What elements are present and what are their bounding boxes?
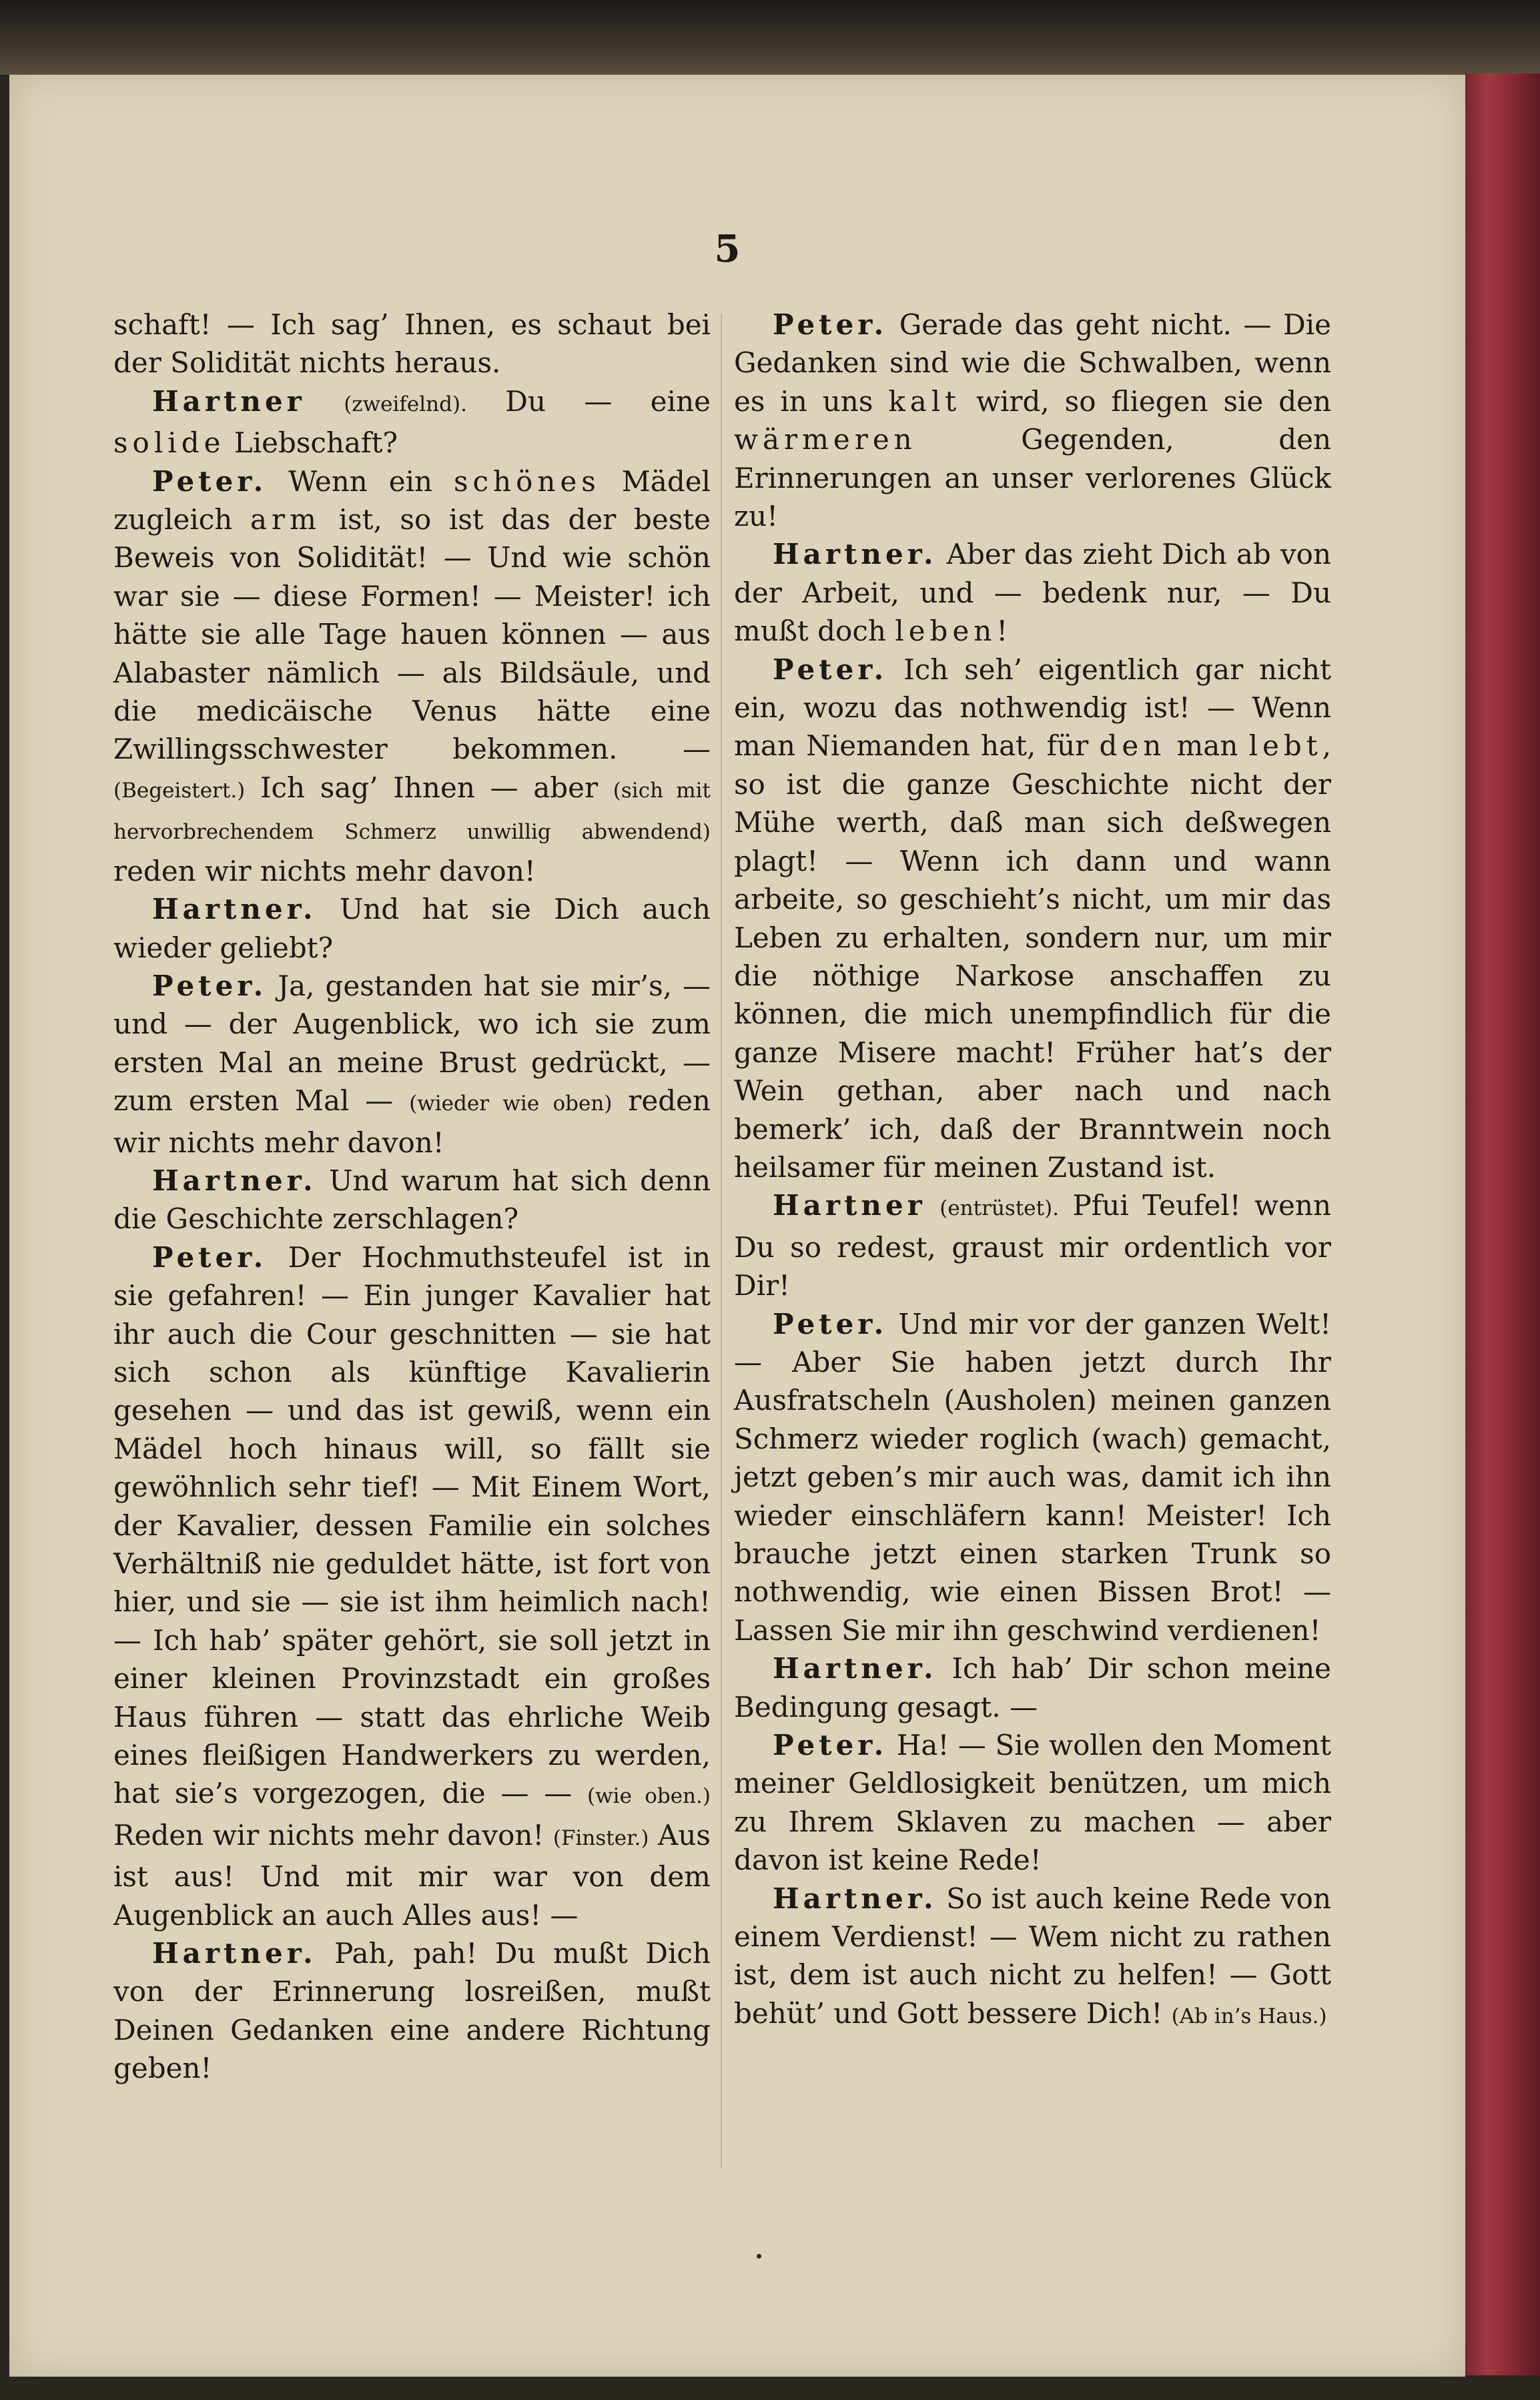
speaker-name: Peter. [773, 308, 888, 341]
dialogue-text: Aber das zieht Dich ab von der Arbeit, und — bedenk nur, — Du mußt doch [734, 538, 1331, 648]
paragraph [734, 1186, 1331, 1304]
paragraph [113, 1238, 711, 1934]
emphasized-text: arm [250, 503, 321, 536]
stage-direction: (entrüstet). [939, 1196, 1060, 1221]
speaker-name: Hartner. [152, 1164, 317, 1197]
paragraph [113, 306, 711, 382]
paragraph [113, 382, 711, 462]
dialogue-text: Pah, pah! Du mußt Dich von der Erinnerung losreißen, mußt Deinen Gedanken eine andere Richtung geben! [113, 1937, 711, 2085]
paragraph-text: schaft! — Ich sag’ Ihnen, es schaut bei der Solidität nichts heraus. [113, 308, 711, 380]
dialogue-text: Du — eine [466, 384, 711, 418]
paragraph [113, 890, 711, 967]
dialogue-text: Und mir vor der ganzen Welt! — Aber Sie haben jetzt durch Ihr Ausfratscheln (Ausholen) meinen ganzen Schmerz wieder roglich (wach) gemacht, jetzt geben’s mir auch was, damit ich ihn wieder einschläfern kann! Meister! Ich brauche jetzt einen starken Trunk so nothwendig, wie einen Bissen Brot! — Lassen Sie mir ihn geschwind verdienen! [734, 1307, 1331, 1647]
dialogue-text: reden wir nichts mehr davon! [113, 854, 536, 887]
paragraph [734, 1305, 1331, 1650]
paragraph [734, 1726, 1331, 1880]
paragraph [734, 1880, 1331, 2036]
dialogue-text: man [1166, 729, 1249, 763]
speaker-name: Peter. [773, 653, 888, 686]
dialogue-text: Gegenden, den Erinnerungen an unser verlorenes Glück zu! [734, 423, 1331, 533]
speaker-name: Peter. [773, 1729, 888, 1762]
dialogue-text: Der Hochmuthsteufel ist in sie gefahren! — Ein junger Kavalier hat ihr auch die Cour geschnitten — sie hat sich schon als künftige Kavalierin gesehen — und das ist gewiß, wenn ein Mädel hoch hinaus will, so fällt sie gewöhnlich sehr tief! — Mit Einem Wort, der Kavalier, dessen Familie ein solches Verhältniß nie geduldet hätte, ist fort von hier, und sie — sie ist ihm heimlich nach! — Ich hab’ später gehört, sie soll jetzt in einer kleinen Provinzstadt ein großes Haus führen — statt das ehrliche Weib eines fleißigen Handwerkers zu werden, hat sie’s vorgezogen, die — — [113, 1240, 711, 1810]
dialogue-text: wird, so fliegen sie den [961, 384, 1331, 418]
paragraph [113, 1162, 711, 1238]
left-column [113, 306, 711, 2088]
stage-direction: (Ab in’s Haus.) [1171, 2004, 1327, 2028]
dialogue-text: Gerade das geht nicht. — Die Gedanken sind wie die Schwalben, wenn es in uns [734, 308, 1331, 418]
paragraph [113, 967, 711, 1162]
dialogue-text: Ich sag’ Ihnen — aber [245, 771, 613, 804]
speaker-name: Hartner. [773, 538, 937, 571]
speaker-name: Hartner [152, 384, 306, 418]
speaker-name: Peter. [152, 1240, 268, 1274]
speaker-name: Hartner. [773, 1882, 937, 1915]
paragraph [734, 1649, 1331, 1726]
dialogue-text: ! [996, 615, 1008, 648]
dialogue-text: reden wir nichts mehr davon! [113, 1084, 711, 1159]
dialogue-text: So ist auch keine Rede von einem Verdienst! — Wem nicht zu rathen ist, dem ist auch nicht zu helfen! — Gott behüt’ und Gott bessere Dich! [734, 1882, 1331, 2030]
stage-direction: (Begeistert.) [113, 778, 246, 803]
dialogue-text: Pfui Teufel! wenn Du so redest, graust mir ordentlich vor Dir! [734, 1189, 1331, 1302]
speaker-name: Hartner. [152, 893, 317, 926]
dialogue-text: , so ist die ganze Geschichte nicht der Mühe werth, daß man sich deßwegen plagt! — Wenn ich dann und wann arbeite, so geschieht’s nicht, um mir das Leben zu erhalten, sondern nur, um mir die nöthige Narkose anschaffen zu können, die mich unempfindlich für die ganze Misere macht! Früher hat’s der Wein gethan, aber nach und nach bemerk’ ich, daß der Branntwein noch heilsamer für meinen Zustand ist. [734, 729, 1331, 1184]
paragraph [113, 462, 711, 890]
dialogue-text: Mädel zugleich [113, 464, 711, 536]
ink-dot [757, 2254, 761, 2259]
speaker-name: Hartner. [152, 1937, 317, 1970]
emphasized-text: wärmeren [734, 423, 917, 456]
emphasized-text: den [1099, 729, 1166, 763]
dialogue-text: Wenn ein [288, 464, 454, 498]
dialogue-text: Und hat sie Dich auch wieder geliebt? [113, 893, 711, 964]
emphasized-text: solide [113, 426, 226, 460]
speaker-name: Hartner [773, 1189, 926, 1222]
top-background-strip [0, 0, 1540, 75]
emphasized-text: leben [895, 615, 997, 648]
speaker-name: Peter. [152, 464, 268, 498]
dialogue-text: Und warum hat sich denn die Geschichte zerschlagen? [113, 1164, 711, 1236]
book-page-edge [1465, 73, 1540, 2400]
page-number: 5 [714, 227, 741, 271]
dialogue-text: Reden wir nichts mehr davon! [113, 1818, 553, 1852]
dialogue-text: ist, so ist das der beste Beweis von Solidität! — Und wie schön war sie — diese Formen! — Meister! ich hätte sie alle Tage hauen können — aus Alabaster nämlich — als Bildsäule, und die medicäische Venus hätte eine Zwillingsschwester bekommen. — [113, 503, 711, 766]
stage-direction: (zweifelnd). [344, 392, 467, 416]
stage-direction: (Finster.) [552, 1826, 649, 1850]
right-column [734, 306, 1331, 2036]
bottom-background-strip [0, 2375, 1540, 2400]
dialogue-text: Ich seh’ eigentlich gar nicht ein, wozu das nothwendig ist! — Wenn man Niemanden hat, für [734, 653, 1331, 763]
dialogue-text: Ich hab’ Dir schon meine Bedingung gesagt. — [734, 1652, 1331, 1723]
emphasized-text: schönes [453, 464, 601, 498]
dialogue-text: Ja, gestanden hat sie mir’s, — und — der Augenblick, wo ich sie zum ersten Mal an meine Brust gedrückt, — zum ersten Mal — [113, 969, 711, 1118]
stage-direction: (sich mit hervorbrechendem Schmerz unwillig abwendend) [113, 778, 711, 845]
paragraph [734, 651, 1331, 1187]
speaker-name: Peter. [152, 969, 268, 1002]
column-divider [721, 314, 722, 2168]
emphasized-text: lebt [1248, 729, 1322, 763]
dialogue-text: Aus ist aus! Und mit mir war von dem Augenblick an auch Alles aus! — [113, 1818, 711, 1932]
paragraph [734, 306, 1331, 535]
stage-direction: (wieder wie oben) [409, 1092, 613, 1116]
dialogue-text: Ha! — Sie wollen den Moment meiner Geldlosigkeit benützen, um mich zu Ihrem Sklaven zu machen — aber davon ist keine Rede! [734, 1729, 1331, 1877]
paragraph [734, 535, 1331, 650]
paragraph [113, 1934, 711, 2088]
dialogue-text: Liebschaft? [225, 426, 398, 460]
speaker-name: Peter. [773, 1307, 888, 1340]
speaker-name: Hartner. [773, 1652, 937, 1685]
stage-direction: (wie oben.) [587, 1784, 711, 1809]
emphasized-text: kalt [888, 384, 961, 418]
